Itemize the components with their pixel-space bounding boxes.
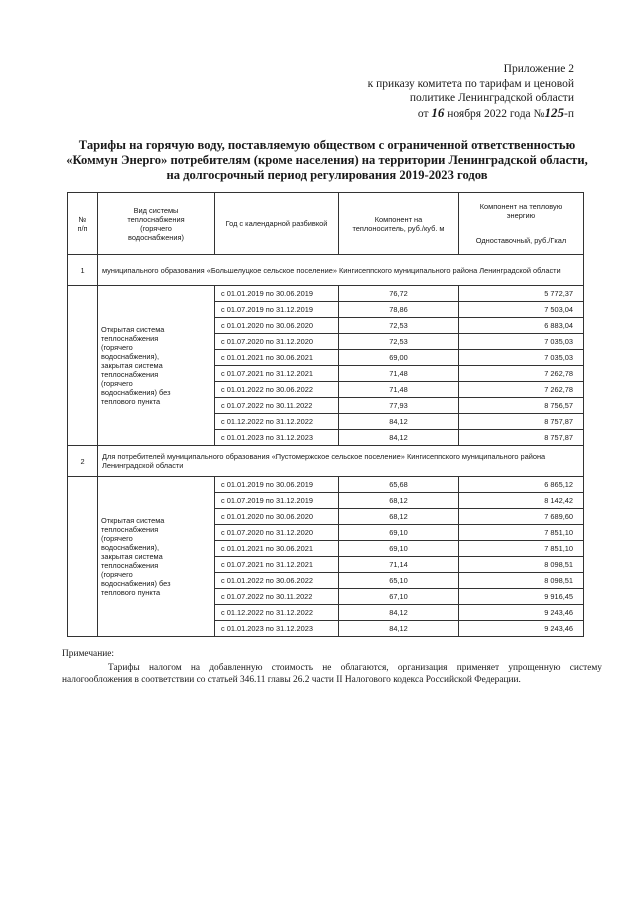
document-title: Тарифы на горячую воду, поставляемую обществом с ограниченной ответственностью «Коммун Энерго» потребителям (кроме населения) на территории Ленинградской области, на долгосрочный период регулирования 2019-2023 годов xyxy=(66,138,588,182)
system-type-cell: Открытая система теплоснабжения (горячего водоснабжения), закрытая система теплоснабжения (горячего водоснабжения) без теплового пункта xyxy=(98,477,215,637)
heat-value-cell: 7 851,10 xyxy=(459,525,584,541)
period-cell: с 01.01.2020 по 30.06.2020 xyxy=(215,509,339,525)
note-label: Примечание: xyxy=(62,649,115,659)
heat-value-cell: 7 689,60 xyxy=(459,509,584,525)
period-cell: с 01.01.2021 по 30.06.2021 xyxy=(215,541,339,557)
group-description: Для потребителей муниципального образования «Пустомержское сельское поселение» Кингисеппского муниципального района Ленинградской области xyxy=(98,446,584,477)
table-row xyxy=(68,477,584,493)
group-row xyxy=(68,255,584,286)
handwritten-day: 16 xyxy=(431,104,445,120)
heat-value-cell: 8 098,51 xyxy=(459,573,584,589)
carrier-value-cell: 69,10 xyxy=(339,525,459,541)
carrier-value-cell: 77,93 xyxy=(339,398,459,414)
header-year: Год с календарной разбивкой xyxy=(215,193,339,255)
carrier-value-cell: 67,10 xyxy=(339,589,459,605)
header-heat: Компонент на тепловую энергию Одноставочный, руб./Гкал xyxy=(459,193,584,255)
heat-value-cell: 8 142,42 xyxy=(459,493,584,509)
header-carrier: Компонент на теплоноситель, руб./куб. м xyxy=(339,193,459,255)
period-cell: с 01.07.2022 по 30.11.2022 xyxy=(215,398,339,414)
table-row xyxy=(68,286,584,302)
period-cell: с 01.01.2022 по 30.06.2022 xyxy=(215,573,339,589)
carrier-value-cell: 71,14 xyxy=(339,557,459,573)
tariff-table xyxy=(67,192,584,637)
carrier-value-cell: 72,53 xyxy=(339,334,459,350)
period-cell: с 01.01.2023 по 31.12.2023 xyxy=(215,621,339,637)
carrier-value-cell: 84,12 xyxy=(339,430,459,446)
heat-value-cell: 9 916,45 xyxy=(459,589,584,605)
system-type-cell: Открытая система теплоснабжения (горячего водоснабжения), закрытая система теплоснабжения (горячего водоснабжения) без теплового пункта xyxy=(98,286,215,446)
num-blank-cell xyxy=(68,477,98,637)
carrier-value-cell: 69,10 xyxy=(339,541,459,557)
appendix-committee-line: политике Ленинградской области xyxy=(409,92,574,104)
carrier-value-cell: 76,72 xyxy=(339,286,459,302)
heat-value-cell: 5 772,37 xyxy=(459,286,584,302)
period-cell: с 01.07.2020 по 31.12.2020 xyxy=(215,525,339,541)
period-cell: с 01.01.2019 по 30.06.2019 xyxy=(215,477,339,493)
carrier-value-cell: 71,48 xyxy=(339,382,459,398)
period-cell: с 01.01.2023 по 31.12.2023 xyxy=(215,430,339,446)
table-body xyxy=(68,255,584,637)
carrier-value-cell: 65,68 xyxy=(339,477,459,493)
carrier-value-cell: 65,10 xyxy=(339,573,459,589)
appendix-order-line: к приказу комитета по тарифам и ценовой xyxy=(367,77,574,90)
note-text: Тарифы налогом на добавленную стоимость не облагаются, организация применяет упрощенную систему налогообложения в соответствии со статьей 346.11 главы 26.2 части II Налогового кодекса Российской Федерации. xyxy=(62,663,602,685)
header-system: Вид системы теплоснабжения (горячего водоснабжения) xyxy=(98,193,215,255)
heat-value-cell: 8 098,51 xyxy=(459,557,584,573)
group-row xyxy=(68,446,584,477)
carrier-value-cell: 68,12 xyxy=(339,493,459,509)
heat-value-cell: 7 503,04 xyxy=(459,302,584,318)
table-header-row xyxy=(68,193,584,255)
period-cell: с 01.01.2020 по 30.06.2020 xyxy=(215,318,339,334)
period-cell: с 01.12.2022 по 31.12.2022 xyxy=(215,414,339,430)
appendix-number: Приложение 2 xyxy=(503,63,574,75)
period-cell: с 01.01.2022 по 30.06.2022 xyxy=(215,382,339,398)
heat-value-cell: 8 756,57 xyxy=(459,398,584,414)
period-cell: с 01.07.2020 по 31.12.2020 xyxy=(215,334,339,350)
period-cell: с 01.07.2019 по 31.12.2019 xyxy=(215,493,339,509)
heat-value-cell: 6 883,04 xyxy=(459,318,584,334)
carrier-value-cell: 72,53 xyxy=(339,318,459,334)
header-num: № п/п xyxy=(68,193,98,255)
heat-value-cell: 9 243,46 xyxy=(459,621,584,637)
heat-value-cell: 8 757,87 xyxy=(459,414,584,430)
heat-value-cell: 7 262,78 xyxy=(459,366,584,382)
carrier-value-cell: 84,12 xyxy=(339,621,459,637)
carrier-value-cell: 71,48 xyxy=(339,366,459,382)
carrier-value-cell: 69,00 xyxy=(339,350,459,366)
appendix-date-line: от 16 ноября 2022 года №125-п xyxy=(417,104,574,120)
period-cell: с 01.07.2022 по 30.11.2022 xyxy=(215,589,339,605)
carrier-value-cell: 84,12 xyxy=(339,414,459,430)
period-cell: с 01.07.2021 по 31.12.2021 xyxy=(215,557,339,573)
appendix-header xyxy=(274,62,574,121)
handwritten-order-number: 125 xyxy=(544,104,565,120)
heat-value-cell: 7 035,03 xyxy=(459,334,584,350)
heat-value-cell: 8 757,87 xyxy=(459,430,584,446)
group-description: муниципального образования «Большелуцкое сельское поселение» Кингисеппского муниципального района Ленинградской области xyxy=(98,255,584,286)
group-number: 2 xyxy=(68,446,98,477)
note xyxy=(62,648,602,686)
heat-value-cell: 7 035,03 xyxy=(459,350,584,366)
carrier-value-cell: 84,12 xyxy=(339,605,459,621)
period-cell: с 01.07.2021 по 31.12.2021 xyxy=(215,366,339,382)
group-number: 1 xyxy=(68,255,98,286)
carrier-value-cell: 78,86 xyxy=(339,302,459,318)
heat-value-cell: 7 851,10 xyxy=(459,541,584,557)
num-blank-cell xyxy=(68,286,98,446)
heat-value-cell: 6 865,12 xyxy=(459,477,584,493)
period-cell: с 01.07.2019 по 31.12.2019 xyxy=(215,302,339,318)
carrier-value-cell: 68,12 xyxy=(339,509,459,525)
heat-value-cell: 9 243,46 xyxy=(459,605,584,621)
heat-value-cell: 7 262,78 xyxy=(459,382,584,398)
period-cell: с 01.12.2022 по 31.12.2022 xyxy=(215,605,339,621)
period-cell: с 01.01.2021 по 30.06.2021 xyxy=(215,350,339,366)
period-cell: с 01.01.2019 по 30.06.2019 xyxy=(215,286,339,302)
